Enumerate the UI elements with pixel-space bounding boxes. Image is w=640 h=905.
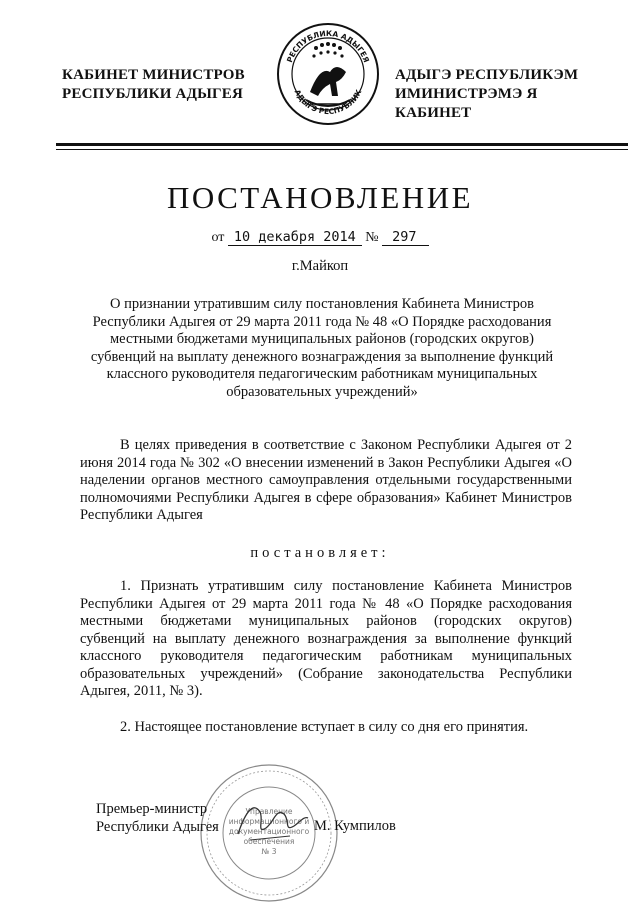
resolves-heading: постановляет: xyxy=(250,545,390,561)
resolution-item: 2. Настоящее постановление вступает в силу со дня его принятия. xyxy=(120,719,529,735)
stamp-text: № 3 xyxy=(261,847,277,856)
issuer-name-russian xyxy=(62,66,262,104)
signatory-name: М. Кумпилов xyxy=(314,818,396,834)
document-number: 297 xyxy=(382,229,428,246)
emblem-text-bottom: АДЫГЭ РЕСПУБЛИК xyxy=(292,88,364,117)
position-line: Республики Адыгея xyxy=(96,819,219,835)
city: г.Майкоп xyxy=(291,258,349,274)
issuer-line: РЕСПУБЛИКИ АДЫГЕЯ xyxy=(62,86,244,102)
stamp-text: Управление xyxy=(245,807,293,816)
stamp-text: информационного и xyxy=(228,817,310,826)
signatory-position xyxy=(96,800,219,836)
date-number-line xyxy=(0,229,640,246)
issuer-line: КАБИНЕТ МИНИСТРОВ xyxy=(62,67,245,83)
handwritten-signature-icon xyxy=(232,790,312,850)
stamp-text: документационного xyxy=(228,827,310,836)
resolution-item: 1. Признать утратившим силу постановление Кабинета Министров Республики Адыгея от 29 марта 2011 года № 48 «О Порядке расходования местными бюджетами муниципальных районов (городских округов) субвенций на выплату денежного вознаграждения за выполнение функций классного руководителя педагогическим работникам муниципальных образовательных учреждений» (Собрание законодательства Республики Адыгея, 2011, № 3). xyxy=(80,578,572,699)
emblem-text-top: РЕСПУБЛИКА АДЫГЕЯ xyxy=(284,28,372,64)
header-rule-thin xyxy=(56,149,628,150)
preamble-paragraph: В целях приведения в соответствие с Законом Республики Адыгея от 2 июня 2014 года № 302 «О внесении изменений в Закон Республики Адыгея «О наделении органов местного самоуправления отдельными государственными полномочиями Республики Адыгея в сфере образования» Кабинет Министров Республики Адыгея xyxy=(80,437,572,523)
date-prefix: от xyxy=(211,230,225,245)
position-line: Премьер-министр xyxy=(96,801,208,817)
document-date: 10 декабря 2014 xyxy=(228,229,362,246)
issuer-name-adyghe xyxy=(395,66,617,123)
state-emblem-icon xyxy=(276,22,380,126)
stamp-text: обеспечения xyxy=(243,837,295,846)
document-type: ПОСТАНОВЛЕНИЕ xyxy=(166,180,474,215)
svg-text:АДЫГЭ РЕСПУБЛИК xyxy=(293,87,364,116)
document-subject: О признании утратившим силу постановления Кабинета Министров Республики Адыгея от 29 марта 2011 года № 48 «О Порядке расходования местными бюджетами муниципальных районов (городских округов) субвенций на выплату денежного вознаграждения за выполнение функций классного руководителя педагогическим работникам муниципальных образовательных учреждений» xyxy=(90,296,554,400)
header-rule-thick xyxy=(56,143,628,146)
issuer-line: АДЫГЭ РЕСПУБЛИКЭМ xyxy=(395,67,579,83)
issuer-line: ИМИНИСТРЭМЭ Я КАБИНЕТ xyxy=(395,86,538,121)
number-prefix: № xyxy=(365,230,379,245)
